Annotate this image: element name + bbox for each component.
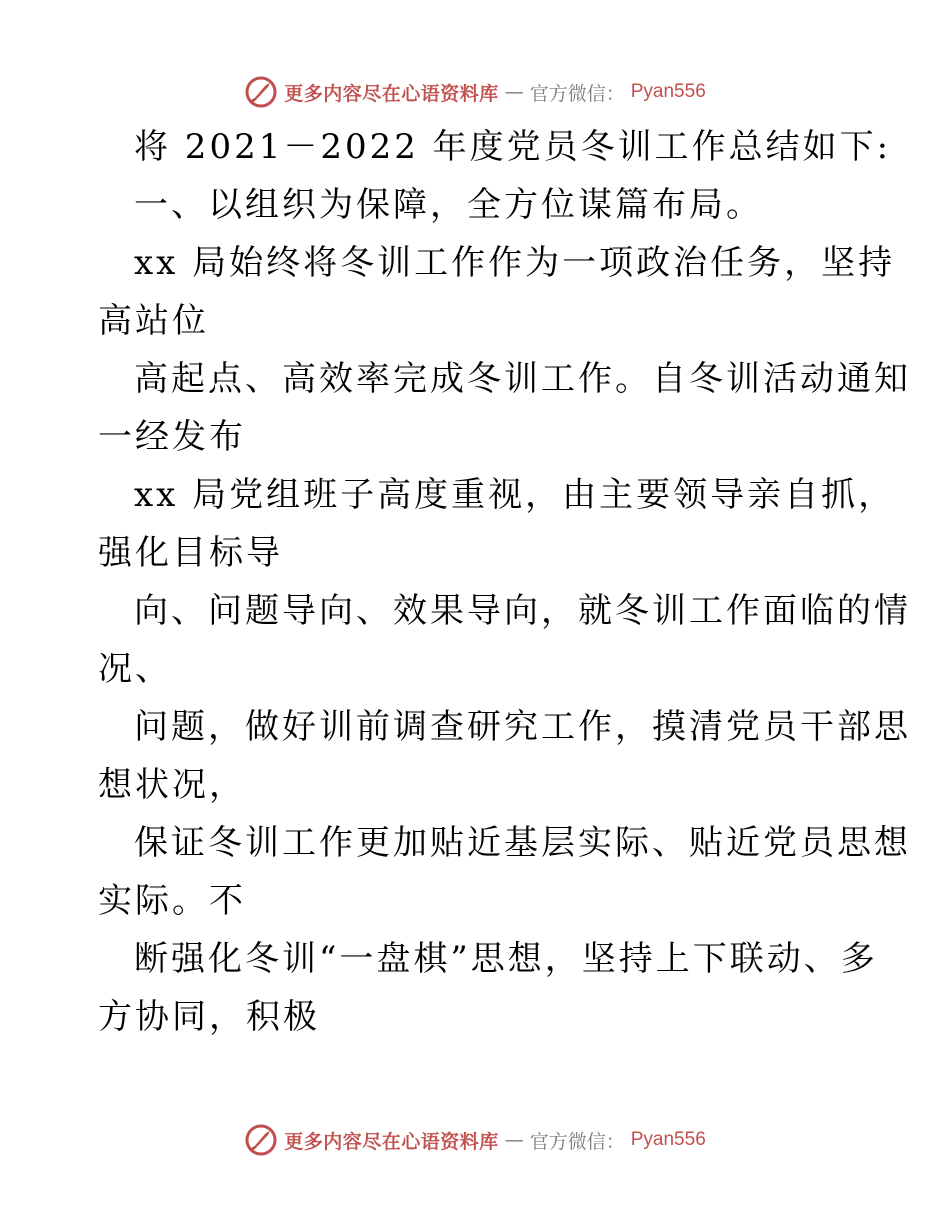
body-line: 问题，做好训前调查研究工作，摸清党员干部思 [134,707,911,747]
header-banner-separator: — [504,81,524,103]
quill-pen-logo-icon [244,1123,278,1157]
footer-banner-text: 更多内容尽在心语资料库 [284,1130,499,1153]
header-banner [0,72,950,112]
footer-wechat-id: Pyan556 [630,1129,706,1150]
body-line: 实际。不 [98,881,246,921]
body-line: 高站位 [98,301,209,341]
body-line: 强化目标导 [98,533,283,573]
document-body [98,118,911,1046]
body-line: xx 局党组班子高度重视，由主要领导亲自抓， [134,475,896,515]
body-line: 一经发布 [98,417,246,457]
body-line: 想状况， [98,765,246,805]
footer-banner-separator: — [504,1129,524,1151]
body-line: 方协同，积极 [98,997,320,1037]
footer-wechat-label: 官方微信： [529,1130,625,1153]
body-line: 保证冬训工作更加贴近基层实际、贴近党员思想 [134,823,911,863]
body-line: 将 2021－2022 年度党员冬训工作总结如下: [134,127,892,167]
quill-pen-logo-icon [244,75,278,109]
body-line: 断强化冬训“一盘棋”思想，坚持上下联动、多 [134,939,878,979]
header-banner-text: 更多内容尽在心语资料库 [284,82,499,105]
body-line: xx 局始终将冬训工作作为一项政治任务，坚持 [134,243,896,283]
body-line: 况、 [98,649,172,689]
header-wechat-label: 官方微信： [529,82,625,105]
footer-banner [0,1120,950,1160]
body-line: 向、问题导向、效果导向，就冬训工作面临的情 [134,591,911,631]
body-line: 一、以组织为保障，全方位谋篇布局。 [134,185,763,225]
body-line: 高起点、高效率完成冬训工作。自冬训活动通知 [134,359,911,399]
header-wechat-id: Pyan556 [630,81,706,102]
